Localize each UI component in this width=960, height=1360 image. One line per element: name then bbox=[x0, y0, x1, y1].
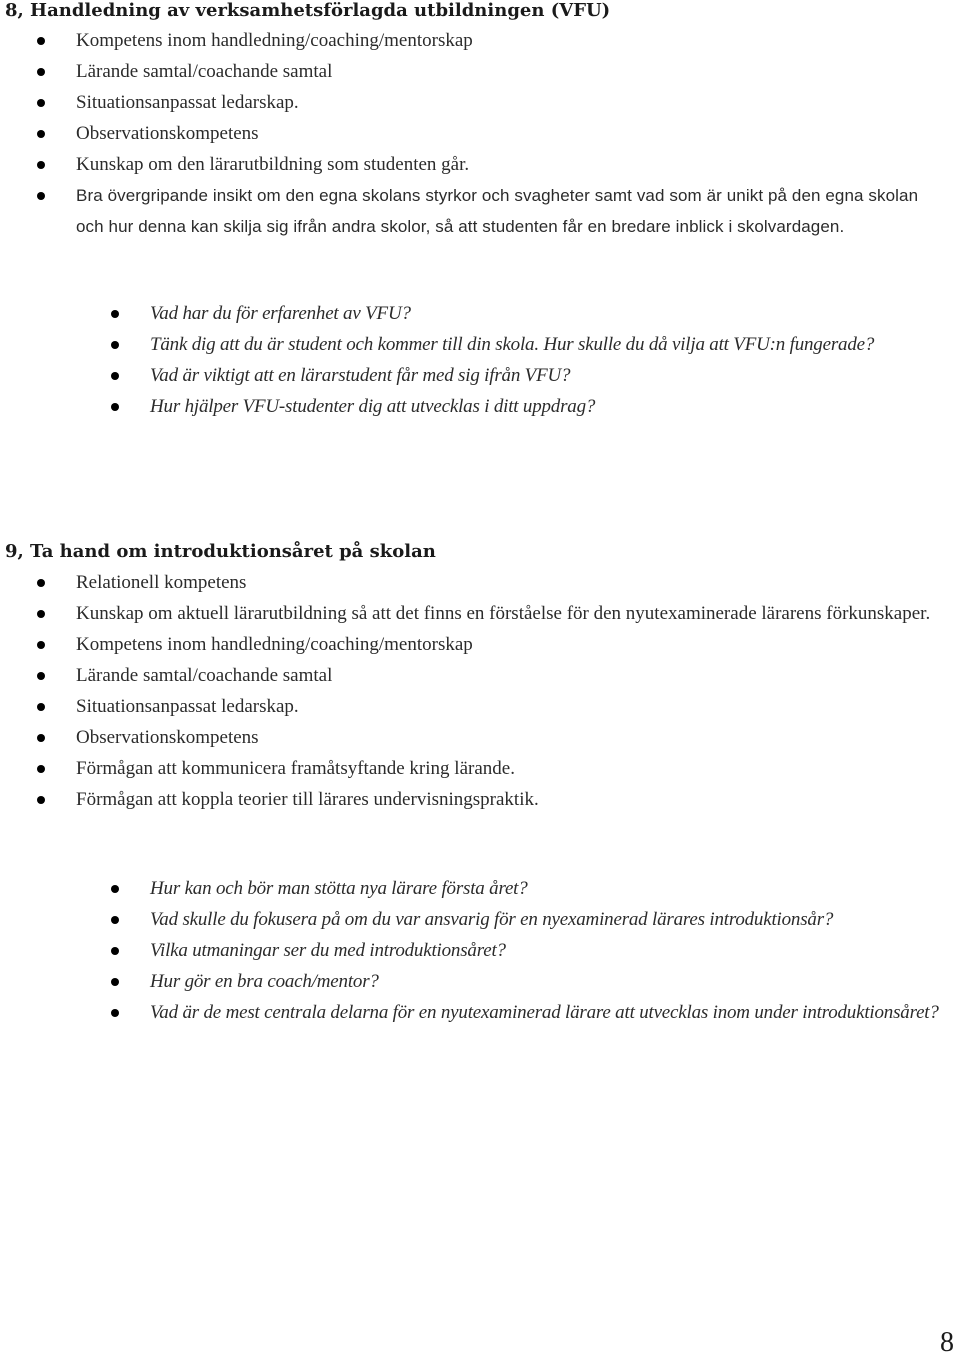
question-item: Tänk dig att du är student och kommer till din skola. Hur skulle du då vilja att VFU:n fungerade? bbox=[0, 329, 960, 360]
question-item: Hur kan och bör man stötta nya lärare första året? bbox=[0, 873, 960, 904]
page-number: 8 bbox=[940, 1327, 954, 1358]
list-item: Relationell kompetens bbox=[0, 567, 960, 598]
list-item: Situationsanpassat ledarskap. bbox=[0, 691, 960, 722]
list-item: Lärande samtal/coachande samtal bbox=[0, 56, 960, 87]
section-8-competence-list bbox=[0, 25, 960, 242]
list-item: Kunskap om den lärarutbildning som studenten går. bbox=[0, 149, 960, 180]
question-item: Vad har du för erfarenhet av VFU? bbox=[0, 298, 960, 329]
list-item: Kompetens inom handledning/coaching/mentorskap bbox=[0, 629, 960, 660]
question-item: Vad är de mest centrala delarna för en nyutexaminerad lärare att utvecklas inom under introduktionsåret? bbox=[0, 997, 960, 1028]
question-item: Hur gör en bra coach/mentor? bbox=[0, 966, 960, 997]
list-item: Kunskap om aktuell lärarutbildning så att det finns en förståelse för den nyutexaminerade lärarens förkunskaper. bbox=[0, 598, 960, 629]
list-item: Lärande samtal/coachande samtal bbox=[0, 660, 960, 691]
section-8-heading: 8, Handledning av verksamhetsförlagda utbildningen (VFU) bbox=[5, 0, 611, 21]
list-item: Observationskompetens bbox=[0, 118, 960, 149]
list-item: Förmågan att koppla teorier till lärares undervisningspraktik. bbox=[0, 784, 960, 815]
section-9-question-list bbox=[0, 873, 960, 1028]
question-item: Vad är viktigt att en lärarstudent får med sig ifrån VFU? bbox=[0, 360, 960, 391]
section-9-heading: 9, Ta hand om introduktionsåret på skolan bbox=[5, 541, 436, 562]
section-9-competence-list bbox=[0, 567, 960, 815]
section-8-question-list bbox=[0, 298, 960, 422]
question-item: Hur hjälper VFU-studenter dig att utvecklas i ditt uppdrag? bbox=[0, 391, 960, 422]
list-item: Observationskompetens bbox=[0, 722, 960, 753]
list-item: Kompetens inom handledning/coaching/mentorskap bbox=[0, 25, 960, 56]
list-item: Förmågan att kommunicera framåtsyftande kring lärande. bbox=[0, 753, 960, 784]
question-item: Vad skulle du fokusera på om du var ansvarig för en nyexaminerad lärares introduktionsår? bbox=[0, 904, 960, 935]
question-item: Vilka utmaningar ser du med introduktionsåret? bbox=[0, 935, 960, 966]
list-item: Bra övergripande insikt om den egna skolans styrkor och svagheter samt vad som är unikt på den egna skolan och hur denna kan skilja sig ifrån andra skolor, så att studenten får en bredare inblick i skolvardagen. bbox=[0, 180, 960, 242]
list-item: Situationsanpassat ledarskap. bbox=[0, 87, 960, 118]
